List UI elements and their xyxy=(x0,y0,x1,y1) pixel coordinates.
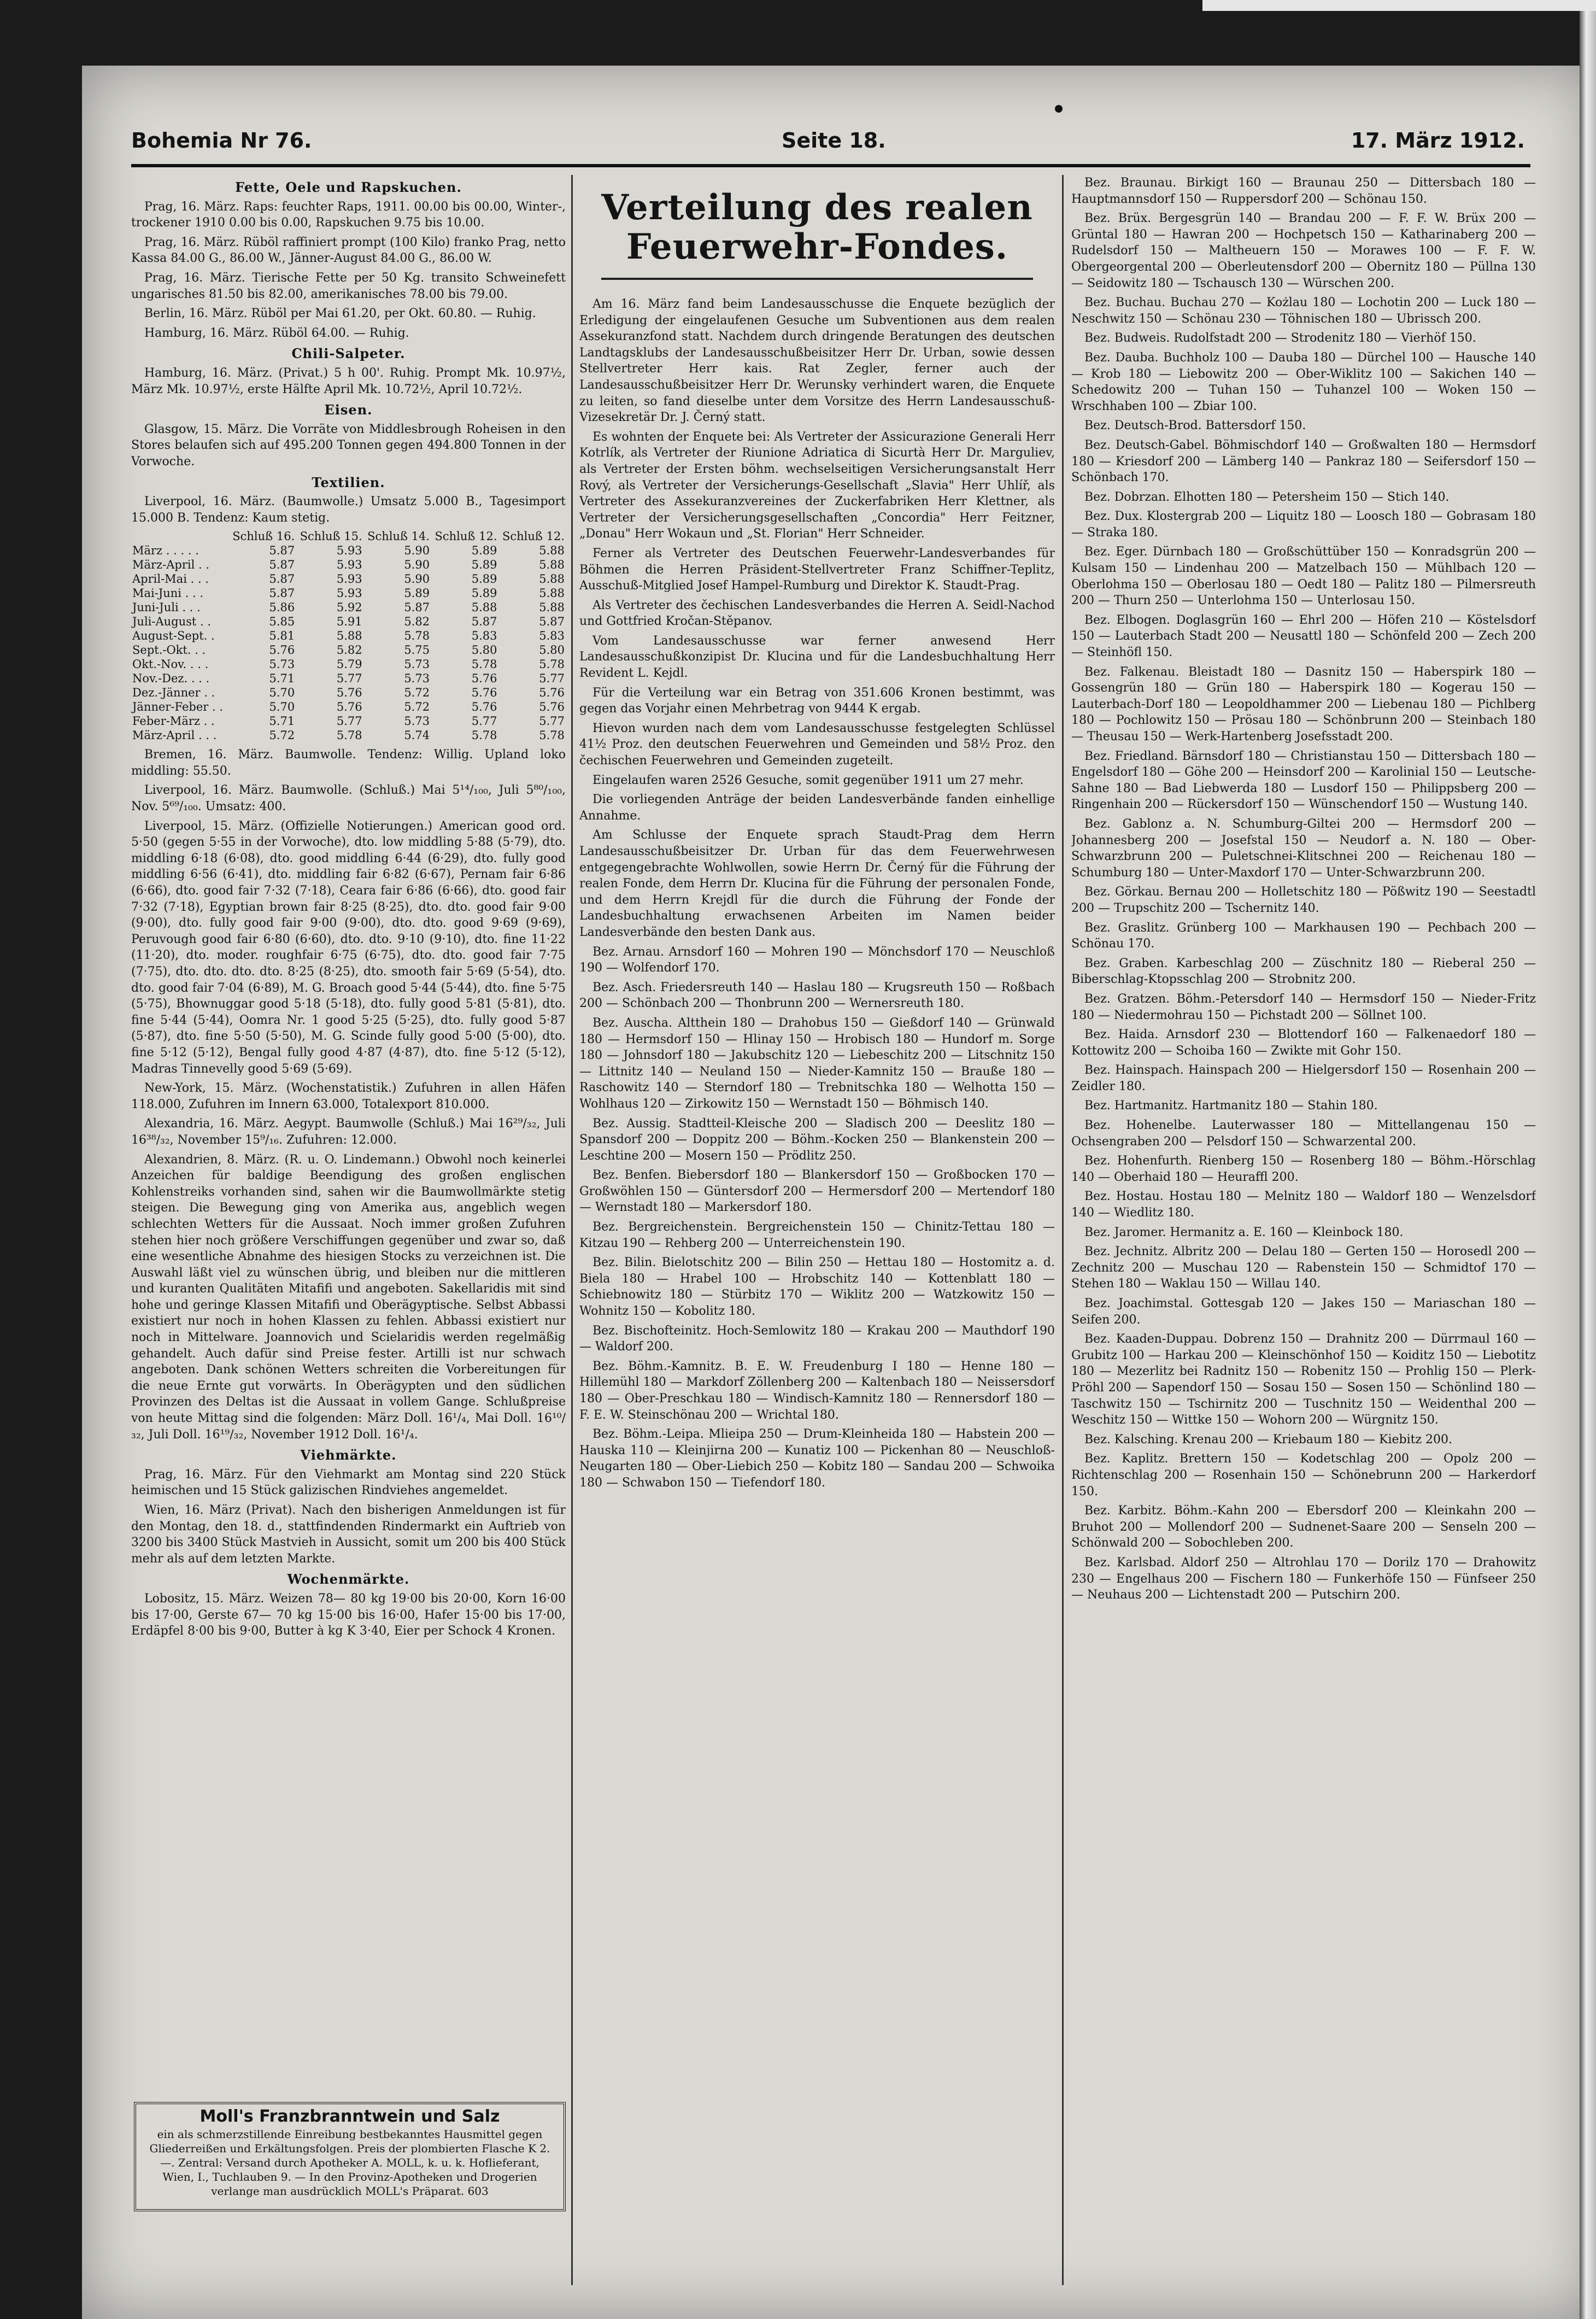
district-entry: Bez. Braunau. Birkigt 160 — Braunau 250 — Dittersbach 180 — Hauptmannsdorf 150 — Ruppersdorf 200 — Schönau 150. xyxy=(1071,176,1536,206)
table-cell: 5.89 xyxy=(471,558,497,572)
table-cell: März-April . . xyxy=(132,558,210,572)
table-row xyxy=(131,558,566,572)
table-cell: 5.76 xyxy=(336,686,362,700)
table-cell: August-Sept. . xyxy=(132,629,215,643)
table-row xyxy=(131,614,566,629)
table-cell: 5.88 xyxy=(539,601,565,614)
table-cell: 5.88 xyxy=(539,572,565,586)
table-cell: Nov.-Dez. . . . xyxy=(132,672,210,686)
table-row xyxy=(131,600,566,614)
district-entry: Bez. Falkenau. Bleistadt 180 — Dasnitz 150 — Haberspirk 180 — Gossengrün 180 — Grün 180 — Haberspirk 180 — Kogerau 150 — Lauterbach-Dorf 180 — Leopoldhammer 200 — Liebenau 180 — Pichlberg 180 — Pochlowitz 150 — Prösau 180 — Schönbrunn 200 — Steinbach 180 — Theusau 150 — Werk-Hartenberg Josefsstadt 200. xyxy=(1071,665,1536,743)
table-cell: 5.90 xyxy=(404,558,430,572)
district-entry: Bez. Gablonz a. N. Schumburg-Giltei 200 — Hermsdorf 200 — Johannesberg 200 — Josefstal 150 — Neudorf a. N. 180 — Ober-Schwarzbrunn 200 — Puletschnei-Klitschnei 200 — Reichenau 180 — Schumburg 180 — Unter-Maxdorf 170 — Unter-Schwarzbrunn 200. xyxy=(1071,817,1536,880)
district-entry: Bez. Haida. Arnsdorf 230 — Blottendorf 160 — Falkenaedorf 180 — Kottowitz 200 — Schoiba 160 — Zwikte mit Gohr 150. xyxy=(1071,1028,1536,1058)
market-report: Alexandria, 16. März. Aegypt. Baumwolle (Schluß.) Mai 16²⁹/₃₂, Juli 16³⁸/₃₂, November 15⁹/₁₆. Zufuhren: 12.000. xyxy=(131,1117,566,1147)
table-row xyxy=(131,728,566,742)
table-row xyxy=(131,657,566,671)
table-cell: Juli-August . . xyxy=(132,615,212,629)
district-entry: Bez. Böhm.-Leipa. Mlieipa 250 — Drum-Kleinheida 180 — Habstein 200 — Hauska 110 — Kleinjirna 200 — Kunatiz 100 — Pickenhan 80 — Neuschloß-Neugarten 180 — Ober-Liebich 250 — Kobitz 180 — Sandau 200 — Schwoika 180 — Schwabon 150 — Tiefendorf 180. xyxy=(579,1427,1055,1490)
table-cell: 5.93 xyxy=(336,558,362,572)
table-cell: 5.77 xyxy=(336,672,362,686)
district-entry: Bez. Dauba. Buchholz 100 — Dauba 180 — Dürchel 100 — Hausche 140 — Krob 180 — Liebowitz 200 — Ober-Wiklitz 100 — Sakichen 140 — Schedowitz 200 — Tuhan 150 — Tuhanzel 100 — Woken 150 — Wrschhaben 100 — Zbiar 100. xyxy=(1071,350,1536,413)
district-entry: Bez. Auscha. Altthein 180 — Drahobus 150 — Gießdorf 140 — Grünwald 180 — Hermsdorf 150 — Hlinay 150 — Hrobisch 180 — Hundorf m. Sorge 180 — Johnsdorf 180 — Jakubschitz 120 — Liebeschitz 200 — Litschnitz 150 — Littnitz 140 — Neuland 150 — Nieder-Kamnitz 150 — Brauße 180 — Raschowitz 140 — Sterndorf 180 — Trebnitschka 180 — Welhotta 150 — Wohlhaus 120 — Zirkowitz 150 — Wernstadt 150 — Böhmisch 140. xyxy=(579,1016,1055,1111)
column-divider xyxy=(1062,175,1064,2285)
district-entry: Bez. Böhm.-Kamnitz. B. E. W. Freudenburg I 180 — Henne 180 — Hillemühl 180 — Markdorf Zöllenberg 200 — Kaltenbach 180 — Neissersdorf 180 — Ober-Preschkau 180 — Windisch-Kamnitz 180 — Rennersdorf 180 — F. E. W. Steinschönau 200 — Wrichtal 180. xyxy=(579,1359,1055,1422)
article-paragraph: Eingelaufen waren 2526 Gesuche, somit gegenüber 1911 um 27 mehr. xyxy=(592,773,1024,787)
district-entry: Bez. Bischofteinitz. Hoch-Semlowitz 180 — Krakau 200 — Mauthdorf 190 — Waldorf 200. xyxy=(579,1324,1055,1354)
district-entry: Bez. Kaaden-Duppau. Dobrenz 150 — Drahnitz 200 — Dürrmaul 160 — Grubitz 100 — Harkau 200 — Kleinschönhof 150 — Koiditz 150 — Liebotitz 180 — Mezerlitz bei Radnitz 150 — Robenitz 150 — Prohlig 150 — Plerk-Pröhl 200 — Sapendorf 150 — Sosau 150 — Sosen 150 — Schönlind 180 — Taschwitz 150 — Tschirnitz 200 — Tuschnitz 150 — Weidenthal 200 — Weschitz 150 — Wittke 150 — Wohorn 200 — Würgnitz 150. xyxy=(1071,1332,1536,1427)
district-entry: Bez. Eger. Dürnbach 180 — Großschüttüber 150 — Konradsgrün 200 — Kulsam 150 — Lindenhau 200 — Matzelbach 150 — Mühlbach 120 — Oberlohma 150 — Oberlosau 180 — Oedt 180 — Palitz 180 — Pilmersreuth 200 — Thurn 250 — Unterlohma 150 — Unterlosau 150. xyxy=(1071,545,1536,608)
table-cell: 5.89 xyxy=(471,572,497,586)
table-cell: 5.78 xyxy=(404,629,430,643)
district-entry: Bez. Dobrzan. Elhotten 180 — Petersheim 150 — Stich 140. xyxy=(1084,490,1450,504)
table-row xyxy=(131,671,566,686)
table-cell: 5.87 xyxy=(404,601,430,614)
market-report: Liverpool, 16. März. (Baumwolle.) Umsatz 5.000 B., Tagesimport 15.000 B. Tendenz: Kaum stetig. xyxy=(131,495,566,525)
table-cell: 5.92 xyxy=(336,601,362,614)
table-cell: Juni-Juli . . . xyxy=(132,601,201,614)
table-cell: 5.77 xyxy=(336,715,362,728)
table-cell: 5.87 xyxy=(269,544,295,558)
article-headline: Verteilung des realen Feuerwehr-Fondes. xyxy=(601,187,1033,267)
district-entry: Bez. Kaplitz. Brettern 150 — Kodetschlag 200 — Opolz 200 — Richtenschlag 200 — Rosenhain 150 — Schönebrunn 200 — Harkerdorf 150. xyxy=(1071,1452,1536,1498)
district-entry: Bez. Friedland. Bärnsdorf 180 — Christianstau 150 — Dittersbach 180 — Engelsdorf 180 — Göhe 200 — Heinsdorf 200 — Karolinial 150 — Leutsche-Sahne 180 — Bad Liebwerda 180 — Lusdorf 150 — Philippsberg 200 — Ringenhain 200 — Rückersdorf 150 — Wünschendorf 150 — Wustung 140. xyxy=(1071,749,1536,812)
district-entry: Bez. Graben. Karbeschlag 200 — Züschnitz 180 — Rieberal 250 — Biberschlag-Ktopsschlag 200 — Strobnitz 200. xyxy=(1071,956,1536,987)
table-header-cell: Schluß 14. xyxy=(367,530,430,543)
table-cell: Jänner-Feber . . xyxy=(132,700,224,714)
table-cell: 5.88 xyxy=(539,544,565,558)
table-cell: 5.77 xyxy=(539,715,565,728)
table-cell: Okt.-Nov. . . . xyxy=(132,658,209,671)
advertisement-box xyxy=(134,2102,566,2211)
district-entry: Bez. Elbogen. Doglasgrün 160 — Ehrl 200 — Höfen 210 — Köstelsdorf 150 — Lauterbach Stadt 200 — Neusattl 180 — Schönfeld 200 — Zech 200 — Steinhöfl 150. xyxy=(1071,613,1536,660)
market-report: Prag, 16. März. Tierische Fette per 50 Kg. transito Schweinefett ungarisches 81.50 bis 82.00, amerikanisches 78.00 bis 79.00. xyxy=(131,271,566,301)
table-header-cell: Schluß 12. xyxy=(435,530,497,543)
table-cell: 5.76 xyxy=(269,643,295,657)
table-row xyxy=(131,586,566,600)
table-cell: 5.78 xyxy=(539,658,565,671)
table-row xyxy=(131,686,566,700)
district-entry: Bez. Brüx. Bergesgrün 140 — Brandau 200 — F. F. W. Brüx 200 — Grüntal 180 — Hawran 200 — Hochpetsch 150 — Katharinaberg 200 — Rudelsdorf 150 — Maltheuern 150 — Morawes 100 — F. F. W. Obergeorgental 200 — Oberleutensdorf 200 — Obernitz 180 — Püllna 130 — Seidowitz 180 — Tschausch 130 — Würschen 200. xyxy=(1071,212,1536,290)
district-entry: Bez. Hohenfurth. Rienberg 150 — Rosenberg 180 — Böhm.-Hörschlag 140 — Oberhaid 180 — Heuraffl 200. xyxy=(1071,1154,1536,1184)
district-entry: Bez. Karbitz. Böhm.-Kahn 200 — Ebersdorf 200 — Kleinkahn 200 — Bruhot 200 — Mollendorf 200 — Sudnenet-Saare 200 — Senseln 200 — Schönwald 200 — Sobochleben 200. xyxy=(1071,1504,1536,1550)
table-row xyxy=(131,543,566,558)
market-report: Wien, 16. März (Privat). Nach den bisherigen Anmeldungen ist für den Montag, den 18. d., stattfindenden Rindermarkt ein Auftrieb von 3200 bis 3400 Stück Mastvieh in Aussicht, somit um 200 bis 400 Stück mehr als auf dem letzten Markte. xyxy=(131,1503,566,1566)
article-paragraph: Vom Landesausschusse war ferner anwesend Herr Landesausschußkonzipist Dr. Klucina und für die Landesbuchhaltung Herr Revident L. Kejdl. xyxy=(579,634,1055,681)
table-cell: 5.79 xyxy=(336,658,362,671)
table-cell: 5.73 xyxy=(404,672,430,686)
article-paragraph: Als Vertreter des čechischen Landesverbandes die Herren A. Seidl-Nachod und Gottfried Kročan-Stěpanov. xyxy=(579,598,1055,629)
table-cell: 5.87 xyxy=(269,587,295,600)
advertisement-title: Moll's Franzbranntwein und Salz xyxy=(200,2107,500,2126)
table-cell: 5.71 xyxy=(269,715,295,728)
table-cell: März . . . . . xyxy=(132,544,199,558)
table-cell: März-April . . . xyxy=(132,729,217,742)
table-cell: 5.73 xyxy=(404,715,430,728)
table-row xyxy=(131,572,566,586)
article-paragraph: Die vorliegenden Anträge der beiden Landesverbände fanden einhellige Annahme. xyxy=(579,793,1055,823)
market-report: Prag, 16. März. Für den Viehmarkt am Montag sind 220 Stück heimischen und 15 Stück galizischen Rindviehes angemeldet. xyxy=(131,1467,566,1498)
table-cell: 5.78 xyxy=(471,658,497,671)
market-report: Bremen, 16. März. Baumwolle. Tendenz: Willig. Upland loko middling: 55.50. xyxy=(131,748,566,778)
table-cell: 5.81 xyxy=(269,629,295,643)
district-entry: Bez. Hartmanitz. Hartmanitz 180 — Stahin 180. xyxy=(1084,1099,1378,1113)
table-cell: 5.80 xyxy=(539,643,565,657)
table-cell: 5.88 xyxy=(471,601,497,614)
district-entry: Bez. Jechnitz. Albritz 200 — Delau 180 — Gerten 150 — Horosedl 200 — Zechnitz 200 — Muschau 120 — Rabenstein 150 — Schmidtof 170 — Stehen 180 — Waklau 150 — Willau 140. xyxy=(1071,1245,1536,1291)
table-cell: 5.85 xyxy=(269,615,295,629)
table-cell: 5.87 xyxy=(471,615,497,629)
table-cell: 5.88 xyxy=(539,587,565,600)
table-cell: Dez.-Jänner . . xyxy=(132,686,215,700)
advertisement-text: ein als schmerzstillende Einreibung bestbekanntes Hausmittel gegen Gliederreißen und Erkältungsfolgen. Preis der plombierten Flasche K 2.—. Zentral: Versand durch Apotheker A. MOLL, k. u. k. Hoflieferant, Wien, I., Tuchlauben 9. — In den Provinz-Apotheken und Drogerien verlange man ausdrücklich MOLL's Präparat. 603 xyxy=(149,2128,550,2198)
table-row xyxy=(131,643,566,657)
scanner-edge-top xyxy=(1202,0,1596,11)
district-entry: Bez. Görkau. Bernau 200 — Holletschitz 180 — Pößwitz 190 — Seestadtl 200 — Trupschitz 200 — Tschernitz 140. xyxy=(1071,885,1536,915)
header-issue: Bohemia Nr 76. xyxy=(131,128,312,153)
district-entry: Bez. Hainspach. Hainspach 200 — Hielgersdorf 150 — Rosenhain 200 — Zeidler 180. xyxy=(1071,1063,1536,1093)
district-entry: Bez. Jaromer. Hermanitz a. E. 160 — Kleinbock 180. xyxy=(1084,1225,1404,1239)
market-report: Liverpool, 15. März. (Offizielle Notierungen.) American good ord. 5·50 (gegen 5·55 in der Vorwoche), dto. low middling 5·88 (5·79), dto. middling 6·18 (6·08), dto. good middling 6·44 (6·29), dto. fully good middling 6·56 (6·41), dto. middling fair 6·82 (6·67), Pernam fair 6·86 (6·66), dto. good fair 7·32 (7·18), Ceara fair 6·86 (6·66), dto. good fair 7·32 (7·18), Egyptian brown fair 8·25 (8·25), dto. dto. good fair 9·00 (9·00), dto. fully good fair 9·00 (9·00), dto. dto. good 9·69 (9·69), Peruvough good fair 6·80 (6·60), dto. dto. 9·10 (9·10), dto. fine 11·22 (11·20), dto. moder. roughfair 6·75 (6·75), dto. dto. good fair 7·75 (7·75), dto. dto. dto. dto. 8·25 (8·25), dto. smooth fair 5·69 (5·54), dto. dto. good fair 7·04 (6·89), M. G. Broach good 5·44 (5·44), dto. fine 5·75 (5·75), Bhownuggar good 5·18 (5·18), dto. fully good 5·81 (5·81), dto. fine 5·44 (5·44), Oomra Nr. 1 good 5·25 (5·25), dto. fully good 5·87 (5·87), dto. fine 5·50 (5·50), M. G. Scinde fully good 5·00 (5·00), dto. fine 5·12 (5·12), Bengal fully good 4·87 (4·87), dto. fine 5·12 (5·12), Madras Tinnevelly good 5·69 (5·69). xyxy=(131,819,566,1076)
district-entry: Bez. Joachimstal. Gottesgab 120 — Jakes 150 — Mariaschan 180 — Seifen 200. xyxy=(1071,1297,1536,1327)
header-page-number: Seite 18. xyxy=(782,128,886,153)
table-row xyxy=(131,629,566,643)
table-row xyxy=(131,714,566,728)
district-entry: Bez. Hostau. Hostau 180 — Melnitz 180 — Waldorf 180 — Wenzelsdorf 140 — Wiedlitz 180. xyxy=(1071,1190,1536,1220)
section-heading: Textilien. xyxy=(312,474,385,490)
table-cell: Feber-März . . xyxy=(132,715,215,728)
district-entry: Bez. Aussig. Stadtteil-Kleische 200 — Sladisch 200 — Deeslitz 180 — Spansdorf 200 — Doppitz 200 — Böhm.-Kocken 250 — Blankenstein 200 — Leschtine 200 — Mosern 150 — Prödlitz 250. xyxy=(579,1116,1055,1163)
table-cell: 5.87 xyxy=(269,558,295,572)
table-header-cell: Schluß 12. xyxy=(502,530,565,543)
column-article xyxy=(579,175,1055,2296)
market-report: Hamburg, 16. März. (Privat.) 5 h 00'. Ruhig. Prompt Mk. 10.97½, März Mk. 10.97½, erste Hälfte April Mk. 10.72½, April 10.72½. xyxy=(131,366,566,396)
table-cell: 5.87 xyxy=(269,572,295,586)
market-report: Prag, 16. März. Raps: feuchter Raps, 1911. 00.00 bis 00.00, Winter-, trockener 1910 0.00 bis 0.00, Rapskuchen 9.75 bis 10.00. xyxy=(131,200,566,230)
table-cell: 5.72 xyxy=(404,686,430,700)
section-heading: Viehmärkte. xyxy=(300,1447,397,1463)
table-cell: 5.71 xyxy=(269,672,295,686)
table-cell: 5.70 xyxy=(269,700,295,714)
table-cell: 5.89 xyxy=(471,544,497,558)
market-report: Berlin, 16. März. Rüböl per Mai 61.20, per Okt. 60.80. — Ruhig. xyxy=(144,307,536,321)
table-cell: Mai-Juni . . . xyxy=(132,587,204,600)
table-cell: 5.90 xyxy=(404,572,430,586)
table-cell: April-Mai . . . xyxy=(132,572,209,586)
table-header-cell xyxy=(131,529,228,543)
table-cell: 5.93 xyxy=(336,587,362,600)
column-market-reports xyxy=(131,175,566,2296)
table-cell: 5.76 xyxy=(336,700,362,714)
market-report: Alexandrien, 8. März. (R. u. O. Lindemann.) Obwohl noch keinerlei Anzeichen für baldige Beendigung des großen englischen Kohlenstreiks vorhanden sind, sahen wir die Baumwollmärkte stetig steigen. Die Bewegung ging von Amerika aus, angeblich wegen schlechten Wetters für die Aussaat. Noch immer großen Zufuhren stehen hier noch größere Verschiffungen gegenüber und zwar so, daß eine wesentliche Abnahme des hiesigen Stocks zu verzeichnen ist. Die Auswahl läßt viel zu wünschen übrig, und bleiben nur die mittleren und kuranten Qualitäten Mitafifi und angeboten. Sakellaridis mit sind hohe und geringe Klassen Mitafifi und Oberägyptische. Selbst Abbassi existiert nur noch in hohen Klassen zu fehlen. Abbassi existiert nur noch in Mittelware. Joannovich und Scielaridis werden regelmäßig gehandelt. Auch dafür sind Preise fester. Artilli ist nur schwach angeboten. Dank schönen Wetters schreiten die Vorbereitungen für die neue Ernte gut vorwärts. In Oberägypten und den südlichen Provinzen des Deltas ist die Aussaat in vollem Gange. Schlußpreise von heute Mittag sind die folgenden: März Doll. 16¹/₄, Mai Doll. 16¹⁰/₃₂, Juli Doll. 16¹⁹/₃₂, November 1912 Doll. 16¹/₄. xyxy=(131,1152,566,1442)
section-heading: Fette, Oele und Rapskuchen. xyxy=(235,179,462,195)
table-cell: 5.72 xyxy=(269,729,295,742)
column-district-list xyxy=(1071,175,1536,2296)
article-paragraph: Am 16. März fand beim Landesausschusse die Enquete bezüglich der Erledigung der eingelaufenen Gesuche um Subventionen aus dem realen Assekuranzfond statt. Nachdem durch dringende Beratungen des deutschen Landtagsklubs der Landesausschußbeisitzer Herr Dr. Urban, sowie dessen Stellvertreter Herr kais. Rat Zegler, ferner auch der Landesausschußbeisitzer Herr Dr. Werunsky verhindert waren, die Enquete zu leiten, so fand dieselbe unter dem Vorsitze des Herrn Landesausschuß-Vizesekretär Dr. J. Černý statt. xyxy=(579,297,1055,425)
table-cell: 5.82 xyxy=(336,643,362,657)
table-cell: 5.80 xyxy=(471,643,497,657)
district-entry: Bez. Graslitz. Grünberg 100 — Markhausen 190 — Pechbach 200 — Schönau 170. xyxy=(1071,921,1536,951)
cotton-price-table xyxy=(131,529,566,742)
column-divider xyxy=(571,175,573,2285)
table-cell: 5.78 xyxy=(539,729,565,742)
table-cell: 5.89 xyxy=(471,587,497,600)
table-cell: 5.76 xyxy=(471,686,497,700)
table-cell: 5.90 xyxy=(404,544,430,558)
market-report: Liverpool, 16. März. Baumwolle. (Schluß.) Mai 5¹⁴/₁₀₀, Juli 5⁸⁰/₁₀₀, Nov. 5⁶⁹/₁₀₀. Umsatz: 400. xyxy=(131,783,566,814)
market-report: Prag, 16. März. Rüböl raffiniert prompt (100 Kilo) franko Prag, netto Kassa 84.00 G., 86.00 W., Jänner-August 84.00 G., 86.00 W. xyxy=(131,235,566,266)
district-entry: Bez. Benfen. Biebersdorf 180 — Blankersdorf 150 — Großbocken 170 — Großwöhlen 150 — Güntersdorf 200 — Hermersdorf 200 — Mertendorf 180 — Wernstadt 180 — Markersdorf 180. xyxy=(579,1168,1055,1215)
table-cell: 5.74 xyxy=(404,729,430,742)
district-entry: Bez. Dux. Klostergrab 200 — Liquitz 180 — Loosch 180 — Gobrasam 180 — Straka 180. xyxy=(1071,510,1536,540)
table-cell: 5.76 xyxy=(539,686,565,700)
article-paragraph: Es wohnten der Enquete bei: Als Vertreter der Assicurazione Generali Herr Kotrlík, als Vertreter der Riunione Adriatica di Sicurtà Herr Dr. Marguliev, als Vertreter der Ersten böhm. wechselseitigen Versicherungsanstalt Herr Rový, als Vertreter der Versicherungs-Gesellschaft „Slavia" Herr Uhlíř, als Vertreter des Assekuranzvereines der Zuckerfabriken Herr Klettner, als Vertreter der Versicherungsgesellschaften „Concordia" Herr Feitzner, „Donau" Herr Wokaun und „St. Florian" Herr Schneider. xyxy=(579,430,1055,541)
table-cell: 5.88 xyxy=(336,629,362,643)
header-rule xyxy=(131,164,1530,167)
table-cell: 5.78 xyxy=(336,729,362,742)
district-entry: Bez. Kalsching. Krenau 200 — Kriebaum 180 — Kiebitz 200. xyxy=(1084,1432,1453,1447)
table-cell: 5.70 xyxy=(269,686,295,700)
district-entry: Bez. Budweis. Rudolfstadt 200 — Strodenitz 180 — Vierhöf 150. xyxy=(1084,331,1476,345)
district-entry: Bez. Karlsbad. Aldorf 250 — Altrohlau 170 — Dorilz 170 — Drahowitz 230 — Engelhaus 200 — Fischern 180 — Funkerhöfe 150 — Fünfseer 250 — Neuhaus 200 — Lichtenstadt 200 — Putschirn 200. xyxy=(1071,1555,1536,1602)
market-report: Glasgow, 15. März. Die Vorräte von Middlesbrough Roheisen in den Stores belaufen sich auf 495.200 Tonnen gegen 494.800 Tonnen in der Vorwoche. xyxy=(131,422,566,469)
ink-spot xyxy=(1055,105,1063,113)
table-cell: 5.87 xyxy=(539,615,565,629)
table-cell: 5.75 xyxy=(404,643,430,657)
market-report: New-York, 15. März. (Wochenstatistik.) Zufuhren in allen Häfen 118.000, Zufuhren im Innern 63.000, Totalexport 810.000. xyxy=(131,1081,566,1111)
section-heading: Wochenmärkte. xyxy=(287,1571,410,1588)
table-cell: 5.73 xyxy=(269,658,295,671)
district-entry: Bez. Hohenelbe. Lauterwasser 180 — Mittellangenau 150 — Ochsengraben 200 — Pelsdorf 150 — Schwarzental 200. xyxy=(1071,1118,1536,1149)
table-cell: 5.73 xyxy=(404,658,430,671)
table-cell: 5.86 xyxy=(269,601,295,614)
table-cell: 5.77 xyxy=(471,715,497,728)
district-entry: Bez. Deutsch-Gabel. Böhmischdorf 140 — Großwalten 180 — Hermsdorf 180 — Kriesdorf 200 — Lämberg 140 — Pankraz 180 — Seifersdorf 150 — Schönbach 170. xyxy=(1071,438,1536,485)
table-cell: 5.88 xyxy=(539,558,565,572)
page-header xyxy=(131,123,1563,161)
table-cell: 5.77 xyxy=(539,672,565,686)
headline-rule xyxy=(601,278,1033,280)
table-cell: 5.76 xyxy=(471,700,497,714)
district-entry: Bez. Asch. Friedersreuth 140 — Haslau 180 — Krugsreuth 150 — Roßbach 200 — Schönbach 200 — Thonbrunn 200 — Wernersreuth 180. xyxy=(579,980,1055,1011)
table-header-cell: Schluß 16. xyxy=(232,530,295,543)
section-heading: Eisen. xyxy=(324,402,373,418)
table-row xyxy=(131,700,566,714)
header-date: 17. März 1912. xyxy=(1351,128,1525,153)
table-cell: 5.82 xyxy=(404,615,430,629)
market-report: Lobositz, 15. März. Weizen 78— 80 kg 19·00 bis 20·00, Korn 16·00 bis 17·00, Gerste 67— 70 kg 15·00 bis 16·00, Hafer 15·00 bis 17·00, Erdäpfel 8·00 bis 9·00, Butter à kg K 3·40, Eier per Schock 4 Kronen. xyxy=(131,1591,566,1638)
table-cell: 5.83 xyxy=(471,629,497,643)
article-paragraph: Für die Verteilung war ein Betrag von 351.606 Kronen bestimmt, was gegen das Vorjahr einen Mehrbetrag von 9444 K ergab. xyxy=(579,686,1055,716)
table-cell: 5.93 xyxy=(336,572,362,586)
table-cell: 5.91 xyxy=(336,615,362,629)
district-entry: Bez. Bergreichenstein. Bergreichenstein 150 — Chinitz-Tettau 180 — Kitzau 190 — Rehberg 200 — Unterreichenstein 190. xyxy=(579,1220,1055,1250)
table-header-row xyxy=(131,529,566,543)
district-entry: Bez. Arnau. Arnsdorf 160 — Mohren 190 — Mönchsdorf 170 — Neuschloß 190 — Wolfendorf 170. xyxy=(579,945,1055,975)
district-entry: Bez. Deutsch-Brod. Battersdorf 150. xyxy=(1084,419,1306,433)
section-heading: Chili-Salpeter. xyxy=(291,345,406,362)
district-entry: Bez. Gratzen. Böhm.-Petersdorf 140 — Hermsdorf 150 — Nieder-Fritz 180 — Niedermohrau 150 — Pichstadt 200 — Söllnet 100. xyxy=(1071,992,1536,1022)
district-entry: Bez. Buchau. Buchau 270 — Kożlau 180 — Lochotin 200 — Luck 180 — Neschwitz 150 — Schönau 230 — Töhnischen 180 — Ubrissch 200. xyxy=(1071,296,1536,326)
article-paragraph: Am Schlusse der Enquete sprach Staudt-Prag dem Herrn Landesausschußbeisitzer Dr. Urban für das dem Feuerwehrwesen entgegengebrachte Wohlwollen, sowie Herrn Dr. Černý für die Führung der realen Fonde, dem Herrn Dr. Klucina für die Führung der personalen Fonde, und dem Herrn Krejdl für die durch die Führung der Fonde der Landesbuchhaltung erwachsenen Arbeiten im Namen beider Landesverbände den besten Dank aus. xyxy=(579,828,1055,939)
table-cell: 5.83 xyxy=(539,629,565,643)
article-paragraph: Hievon wurden nach dem vom Landesausschusse festgelegten Schlüssel 41½ Proz. den deutschen Feuerwehren und Gemeinden und 58½ Proz. den čechischen Feuerwehren und Gemeinden zugeteilt. xyxy=(579,721,1055,768)
table-cell: 5.93 xyxy=(336,544,362,558)
market-report: Hamburg, 16. März. Rüböl 64.00. — Ruhig. xyxy=(144,326,409,340)
table-cell: 5.76 xyxy=(539,700,565,714)
scanner-edge xyxy=(1580,0,1596,2319)
table-cell: 5.76 xyxy=(471,672,497,686)
table-cell: 5.72 xyxy=(404,700,430,714)
table-header-cell: Schluß 15. xyxy=(300,530,362,543)
table-cell: 5.78 xyxy=(471,729,497,742)
table-cell: Sept.-Okt. . . xyxy=(132,643,206,657)
article-paragraph: Ferner als Vertreter des Deutschen Feuerwehr-Landesverbandes für Böhmen die Herren Präsident-Stellvertreter Franz Schiffner-Teplitz, Ausschuß-Mitglied Josef Hampel-Rumburg und Direktor K. Staudt-Prag. xyxy=(579,546,1055,593)
district-entry: Bez. Bilin. Bielotschitz 200 — Bilin 250 — Hettau 180 — Hostomitz a. d. Biela 180 — Hrabel 100 — Hrobschitz 140 — Kottenblatt 180 — Schiebnowitz 180 — Stürbitz 170 — Wiklitz 200 — Watzkowitz 150 — Wohnitz 150 — Kobolitz 180. xyxy=(579,1256,1055,1319)
table-cell: 5.89 xyxy=(404,587,430,600)
